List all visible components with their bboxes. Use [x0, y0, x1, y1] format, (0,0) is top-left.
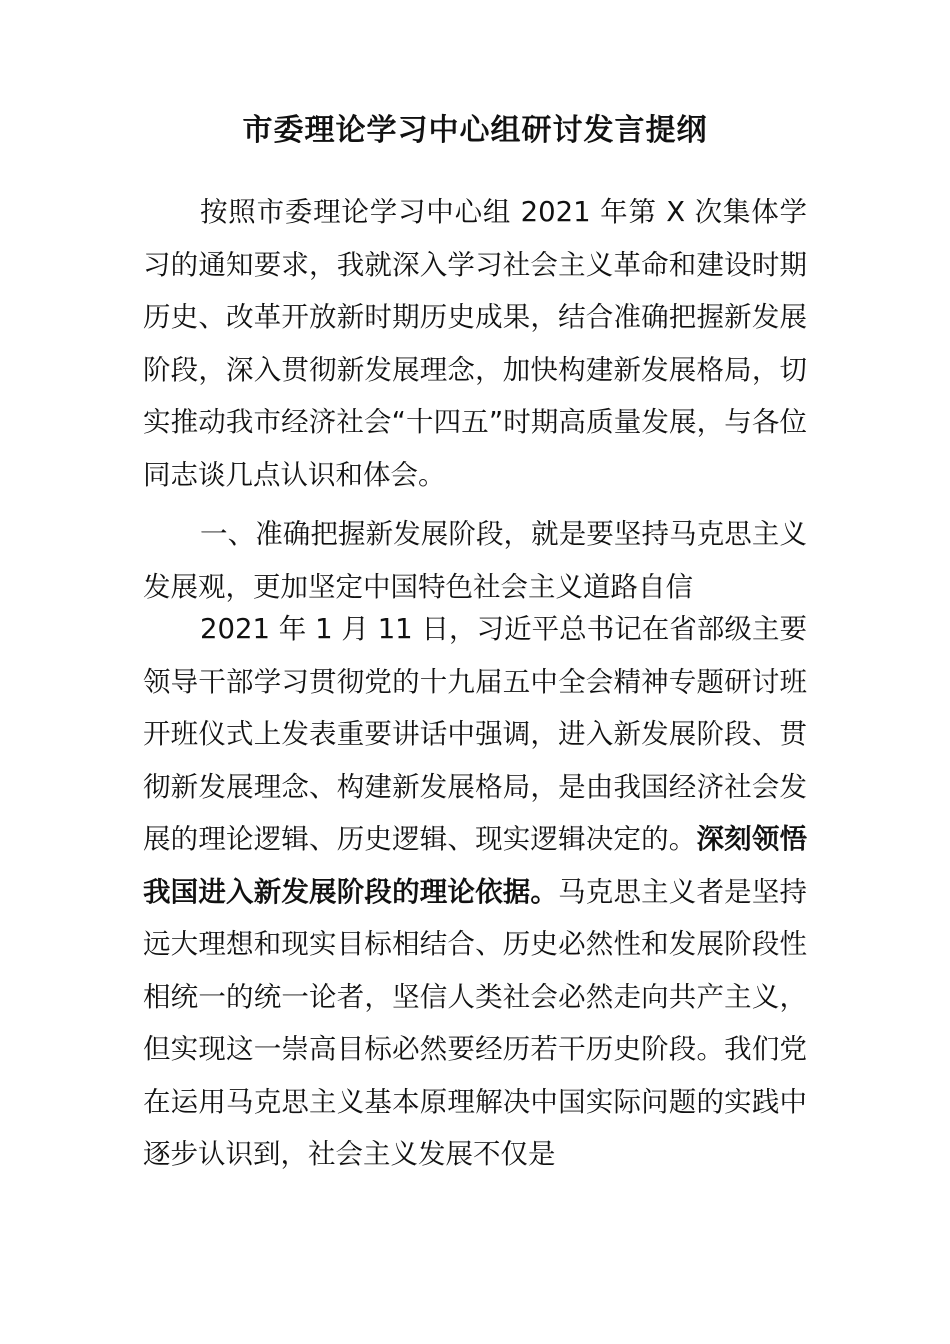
paragraph-bold-emphasis: 深刻领悟我国进入新发展阶段的理论依据。 [143, 823, 808, 908]
intro-paragraph: 按照市委理论学习中心组 2021 年第 X 次集体学习的通知要求，我就深入学习社会主义革命和建设时期历史、改革开放新时期历史成果，结合准确把握新发展阶段，深入贯彻新发展理念，加快构建新发展格局，切实推动我市经济社会“十四五”时期高质量发展，与各位同志谈几点认识和体会。 [143, 196, 807, 491]
section-paragraph [143, 603, 807, 1181]
paragraph-text-part1: 2021 年 1 月 11 日，习近平总书记在省部级主要领导干部学习贯彻党的十九届五中全会精神专题研讨班开班仪式上发表重要讲话中强调，进入新发展阶段、贯彻新发展理念、构建新发展格局，是由我国经济社会发展的理论逻辑、历史逻辑、现实逻辑决定的。 [143, 613, 807, 855]
paragraph-text-part2: 马克思主义者是坚持远大理想和现实目标相结合、历史必然性和发展阶段性相统一的统一论者，坚信人类社会必然走向共产主义，但实现这一崇高目标必然要经历若干历史阶段。我们党在运用马克思主义基本原理解决中国实际问题的实践中逐步认识到，社会主义发展不仅是 [143, 875, 807, 1170]
section-heading: 一、准确把握新发展阶段，就是要坚持马克思主义发展观，更加坚定中国特色社会主义道路自信 [143, 518, 807, 603]
document-title: 市委理论学习中心组研讨发言提纲 [242, 113, 708, 148]
